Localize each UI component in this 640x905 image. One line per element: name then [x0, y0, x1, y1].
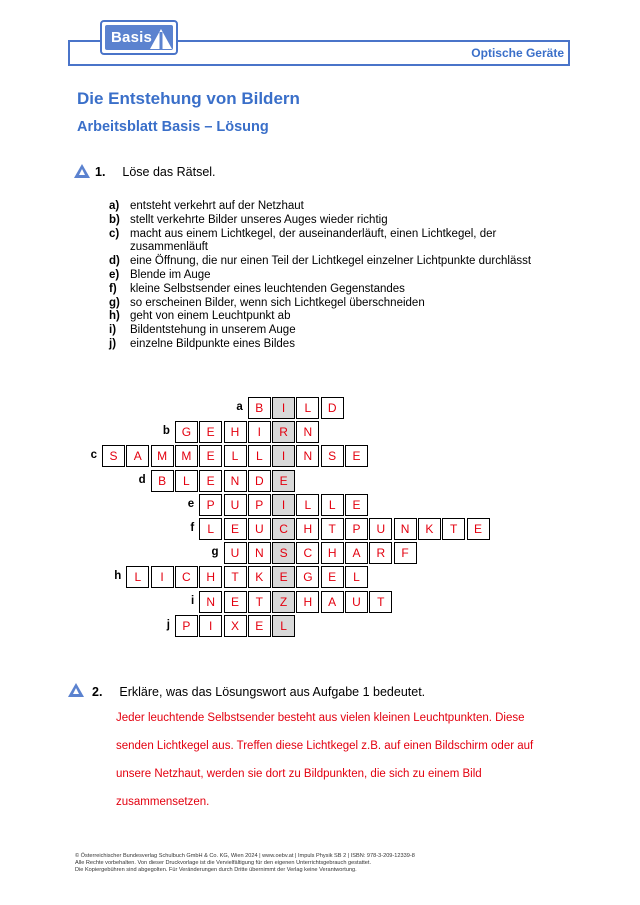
- crossword-cell: E: [345, 494, 368, 516]
- crossword-cell: A: [126, 445, 149, 467]
- footer-line: © Österreichischer Bundesverlag Schulbuch GmbH & Co. KG, Wien 2024 | www.oebv.at | Impuls Physik SB 2 | ISBN: 978-3-209-12339-8: [75, 853, 415, 859]
- page-subtitle: Arbeitsblatt Basis – Lösung: [77, 119, 269, 135]
- crossword-solution-cell: E: [272, 470, 295, 492]
- crossword-cell: A: [321, 591, 344, 613]
- clue-item: [109, 214, 550, 228]
- crossword-cell: T: [369, 591, 392, 613]
- crossword-solution-cell: I: [272, 494, 295, 516]
- crossword-solution-cell: L: [272, 615, 295, 637]
- crossword-cell: U: [224, 494, 247, 516]
- crossword-cell: D: [248, 470, 271, 492]
- crossword-cell: E: [248, 615, 271, 637]
- crossword-solution-cell: E: [272, 566, 295, 588]
- crossword-cell: E: [321, 566, 344, 588]
- crossword-cell: M: [151, 445, 174, 467]
- footer-line: Die Kopiergebühren sind abgegolten. Für Veränderungen durch Dritte übernimmt der Verlag keine Verantwortung.: [75, 867, 357, 874]
- clue-item: [109, 200, 550, 214]
- crossword-row-label: a: [236, 401, 243, 413]
- task1-number: 1.: [95, 165, 106, 179]
- clue-text: einzelne Bildpunkte eines Bildes: [130, 337, 295, 350]
- clue-letter: g): [109, 296, 120, 309]
- clue-text: macht aus einem Lichtkegel, der auseinanderläuft, einen Lichtkegel, der zusammenläuft: [130, 227, 497, 254]
- crossword-cell: E: [467, 518, 490, 540]
- crossword-cell: K: [418, 518, 441, 540]
- crossword-cell: U: [224, 542, 247, 564]
- crossword-cell: L: [224, 445, 247, 467]
- clue-text: stellt verkehrte Bilder unseres Auges wieder richtig: [130, 213, 388, 226]
- task1-instruction: Löse das Rätsel.: [122, 165, 216, 179]
- clue-text: Blende im Auge: [130, 268, 211, 281]
- crossword-cell: H: [321, 542, 344, 564]
- crossword-solution-cell: C: [272, 518, 295, 540]
- crossword-cell: D: [321, 397, 344, 419]
- crossword-cell: I: [199, 615, 222, 637]
- crossword-row-label: e: [187, 497, 195, 510]
- crossword-cell: E: [345, 445, 368, 467]
- answer-line: senden Lichtkegel aus. Treffen diese Lichtkegel z.B. auf einen Bildschirm oder auf: [116, 740, 534, 752]
- crossword-row-label: g: [211, 546, 219, 559]
- crossword-cell: T: [321, 518, 344, 540]
- crossword-cell: L: [248, 445, 271, 467]
- clue-text: kleine Selbstsender eines leuchtenden Gegenstandes: [130, 282, 405, 295]
- clue-letter: e): [109, 268, 120, 281]
- crossword-cell: E: [199, 445, 222, 467]
- crossword-cell: G: [296, 566, 319, 588]
- crossword-cell: N: [296, 421, 319, 443]
- crossword-cell: N: [224, 470, 247, 492]
- crossword-cell: N: [394, 518, 417, 540]
- crossword-cell: E: [199, 421, 222, 443]
- clue-item: [109, 310, 550, 324]
- crossword-cell: H: [199, 566, 222, 588]
- answer-line: zusammensetzen.: [116, 796, 210, 808]
- crossword-row-label: c: [90, 449, 97, 462]
- crossword-cell: P: [199, 494, 222, 516]
- triangle-hint-icon: [68, 683, 84, 697]
- crossword-cell: U: [345, 591, 368, 613]
- crossword-cell: X: [224, 615, 247, 637]
- crossword-cell: R: [369, 542, 392, 564]
- footer: [75, 853, 415, 875]
- crossword-cell: L: [199, 518, 222, 540]
- crossword-cell: L: [345, 566, 368, 588]
- answer-line: unsere Netzhaut, werden sie dort zu Bildpunkten, die sich zu einem Bild: [116, 768, 482, 780]
- crossword-cell: C: [175, 566, 198, 588]
- clue-list: [109, 200, 550, 352]
- clue-letter: f): [109, 282, 117, 295]
- clue-item: [109, 269, 550, 283]
- crossword-cell: A: [345, 542, 368, 564]
- crossword-cell: B: [151, 470, 174, 492]
- crossword-row-label: d: [138, 473, 146, 486]
- crossword-solution-cell: I: [272, 397, 295, 419]
- clue-item: [109, 228, 550, 256]
- crossword-cell: L: [296, 397, 319, 419]
- crossword-cell: B: [248, 397, 271, 419]
- basis-logo: [100, 20, 178, 55]
- crossword-cell: U: [369, 518, 392, 540]
- crossword-cell: P: [248, 494, 271, 516]
- crossword-cell: L: [321, 494, 344, 516]
- crossword-cell: T: [224, 566, 247, 588]
- crossword-row-label: i: [190, 594, 195, 607]
- category-label: Optische Geräte: [471, 46, 564, 60]
- crossword-solution-cell: S: [272, 542, 295, 564]
- crossword-solution-cell: Z: [272, 591, 295, 613]
- crossword-cell: N: [296, 445, 319, 467]
- crossword-row-label: b: [162, 425, 170, 438]
- clue-item: [109, 297, 550, 311]
- crossword-cell: E: [199, 470, 222, 492]
- crossword-cell: I: [151, 566, 174, 588]
- clue-letter: i): [109, 324, 117, 337]
- crossword-cell: H: [296, 518, 319, 540]
- crossword-cell: H: [224, 421, 247, 443]
- clue-item: [109, 255, 550, 269]
- crossword-cell: I: [248, 421, 271, 443]
- logo-text: Basis: [111, 29, 153, 46]
- clue-text: Bildentstehung in unserem Auge: [130, 324, 296, 337]
- clue-text: geht von einem Leuchtpunkt ab: [130, 310, 291, 323]
- task2-instruction: Erkläre, was das Lösungswort aus Aufgabe 1 bedeutet.: [119, 685, 426, 699]
- page-title: Die Entstehung von Bildern: [77, 89, 300, 108]
- crossword-cell: E: [224, 591, 247, 613]
- crossword-cell: P: [345, 518, 368, 540]
- crossword-cell: E: [224, 518, 247, 540]
- crossword-cell: G: [175, 421, 198, 443]
- clue-letter: h): [109, 310, 120, 323]
- answer-line: Jeder leuchtende Selbstsender besteht aus vielen kleinen Leuchtpunkten. Diese: [116, 712, 525, 724]
- crossword-cell: U: [248, 518, 271, 540]
- clue-item: [109, 283, 550, 297]
- task1-header: [95, 165, 216, 179]
- crossword-cell: L: [175, 470, 198, 492]
- crossword-cell: K: [248, 566, 271, 588]
- crossword-cell: T: [248, 591, 271, 613]
- clue-letter: c): [109, 227, 120, 240]
- crossword-cell: C: [296, 542, 319, 564]
- clue-letter: j): [109, 337, 117, 350]
- crossword-cell: L: [296, 494, 319, 516]
- crossword-cell: N: [248, 542, 271, 564]
- crossword-cell: H: [296, 591, 319, 613]
- clue-item: [109, 324, 550, 338]
- clue-letter: d): [109, 255, 120, 268]
- crossword-row-label: f: [190, 522, 195, 534]
- triangle-hint-icon: [74, 164, 90, 178]
- crossword-cell: T: [442, 518, 465, 540]
- clue-item: [109, 338, 550, 352]
- crossword-solution-cell: I: [272, 445, 295, 467]
- crossword-cell: S: [321, 445, 344, 467]
- task2-header: [92, 685, 425, 699]
- crossword-cell: L: [126, 566, 149, 588]
- clue-text: entsteht verkehrt auf der Netzhaut: [130, 200, 304, 212]
- crossword-cell: N: [199, 591, 222, 613]
- footer-line: Alle Rechte vorbehalten. Von dieser Druckvorlage ist die Vervielfältigung für den eigenen Unterrichtsgebrauch gestattet.: [75, 860, 372, 867]
- crossword-cell: F: [394, 542, 417, 564]
- crossword-cell: M: [175, 445, 198, 467]
- logo-triangle-icon: [149, 27, 173, 51]
- crossword-cell: S: [102, 445, 125, 467]
- clue-letter: b): [109, 213, 120, 226]
- task2-number: 2.: [92, 685, 103, 699]
- crossword-row-label: j: [166, 618, 170, 631]
- crossword-cell: P: [175, 615, 198, 637]
- crossword-solution-cell: R: [272, 421, 295, 443]
- crossword-row-label: h: [114, 570, 122, 583]
- clue-text: eine Öffnung, die nur einen Teil der Lichtkegel einzelner Lichtpunkte durchlässt: [130, 255, 532, 268]
- clue-text: so erscheinen Bilder, wenn sich Lichtkegel überschneiden: [130, 296, 425, 309]
- clue-letter: a): [109, 200, 120, 212]
